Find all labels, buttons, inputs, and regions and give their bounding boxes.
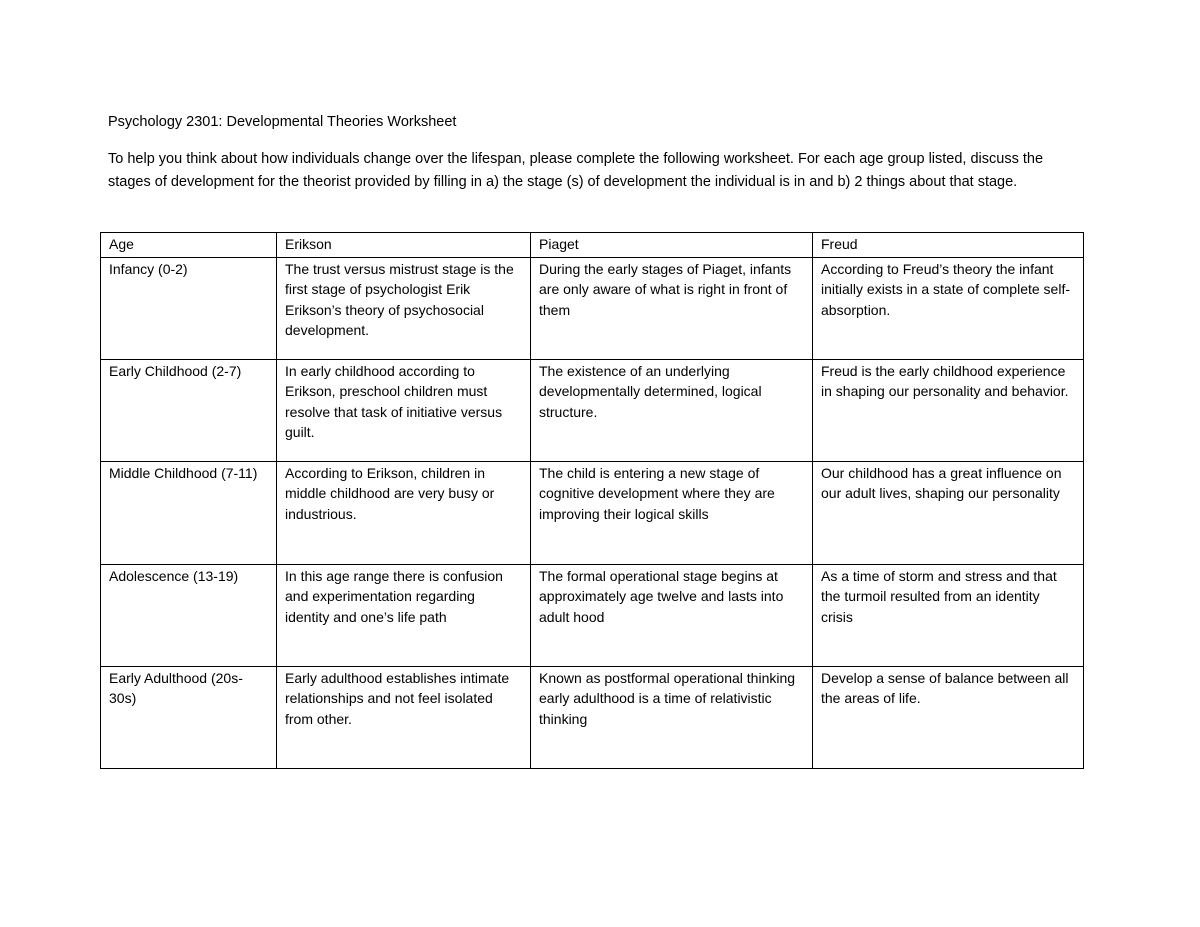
age-cell: Middle Childhood (7-11) [101,461,277,564]
table-row [101,461,1084,564]
table-row [101,564,1084,666]
document-title: Psychology 2301: Developmental Theories Worksheet [108,114,457,130]
table-row [101,666,1084,768]
age-cell: Early Childhood (2-7) [101,359,277,461]
header-piaget: Piaget [531,233,813,258]
freud-cell: Our childhood has a great influence on our adult lives, shaping our personality [813,461,1084,564]
developmental-theories-table [100,232,1084,769]
instructions-paragraph: To help you think about how individuals change over the lifespan, please complete the following worksheet. For each age group listed, discuss the stages of development for the theorist provided by filling in a) the stage (s) of development the individual is in and b) 2 things about that stage. [108,151,1044,190]
piaget-cell: The existence of an underlying developmentally determined, logical structure. [531,359,813,461]
piaget-cell: The child is entering a new stage of cognitive development where they are improving their logical skills [531,461,813,564]
header-erikson: Erikson [277,233,531,258]
header-age: Age [101,233,277,258]
erikson-cell: The trust versus mistrust stage is the first stage of psychologist Erik Erikson’s theory of psychosocial development. [277,257,531,359]
erikson-cell: Early adulthood establishes intimate relationships and not feel isolated from other. [277,666,531,768]
erikson-cell: In this age range there is confusion and experimentation regarding identity and one’s life path [277,564,531,666]
header-freud: Freud [813,233,1084,258]
table-row [101,257,1084,359]
age-cell: Adolescence (13-19) [101,564,277,666]
freud-cell: According to Freud’s theory the infant initially exists in a state of complete self-absorption. [813,257,1084,359]
piaget-cell: Known as postformal operational thinking early adulthood is a time of relativistic thinking [531,666,813,768]
piaget-cell: The formal operational stage begins at approximately age twelve and lasts into adult hood [531,564,813,666]
piaget-cell: During the early stages of Piaget, infants are only aware of what is right in front of them [531,257,813,359]
age-cell: Infancy (0-2) [101,257,277,359]
erikson-cell: According to Erikson, children in middle childhood are very busy or industrious. [277,461,531,564]
freud-cell: Freud is the early childhood experience in shaping our personality and behavior. [813,359,1084,461]
freud-cell: Develop a sense of balance between all the areas of life. [813,666,1084,768]
erikson-cell: In early childhood according to Erikson, preschool children must resolve that task of initiative versus guilt. [277,359,531,461]
table-row [101,359,1084,461]
table-header-row [101,233,1084,258]
age-cell: Early Adulthood (20s-30s) [101,666,277,768]
freud-cell: As a time of storm and stress and that the turmoil resulted from an identity crisis [813,564,1084,666]
